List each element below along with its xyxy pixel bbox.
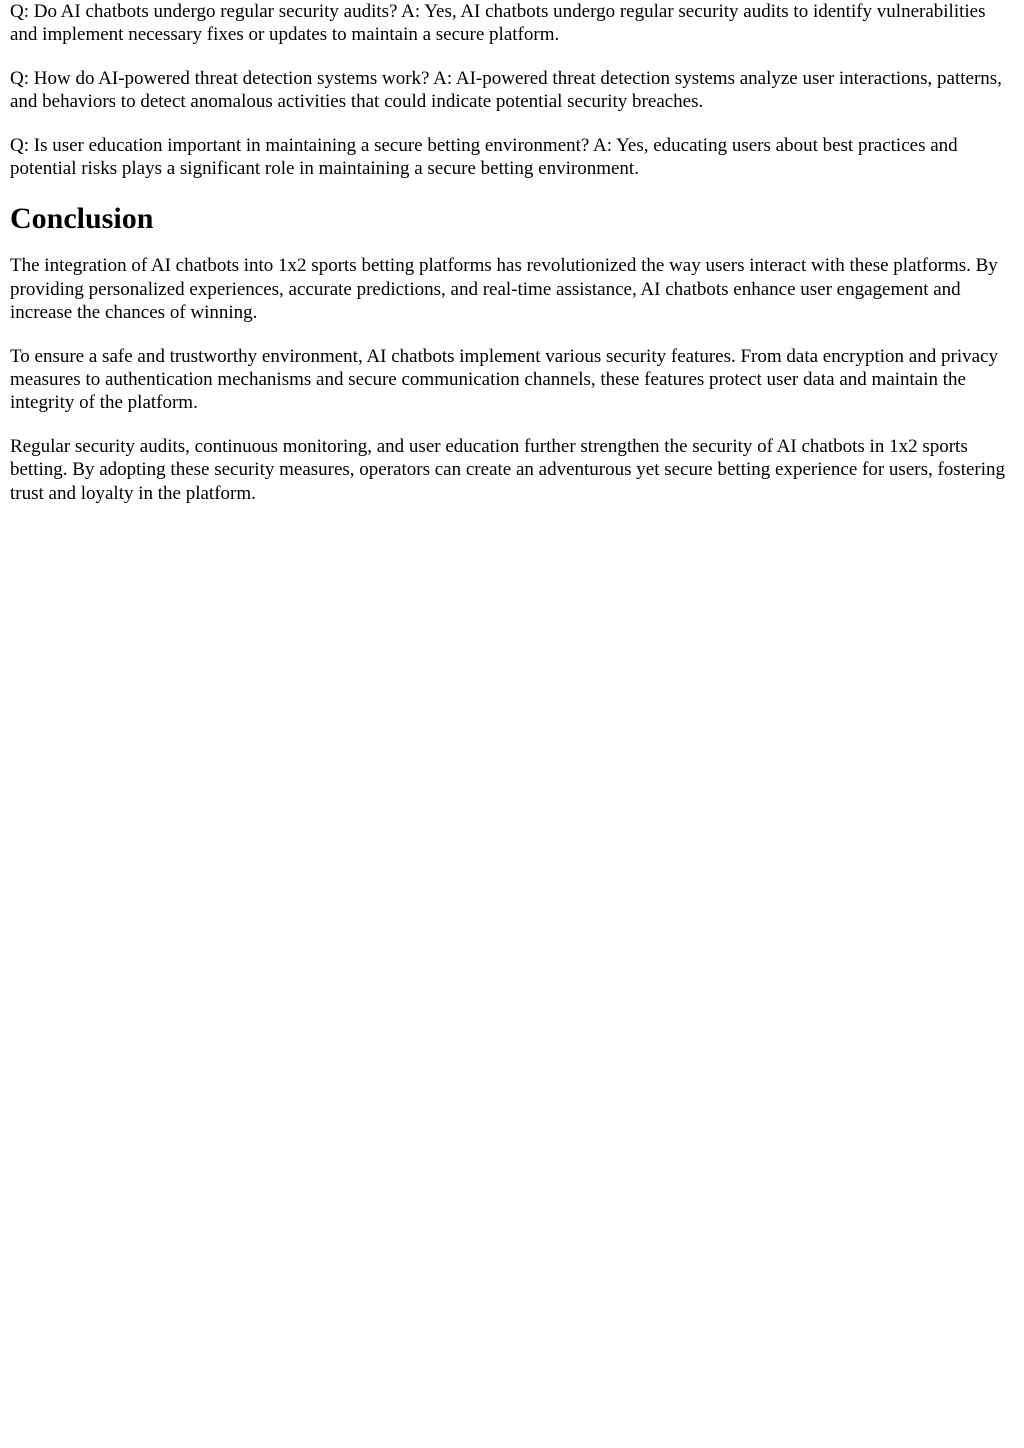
faq-item-user-education: Q: Is user education important in maintaining a secure betting environment? A: Yes, educating users about best practices and potential risks plays a significant role in maintaining a secure betting environment. — [10, 134, 958, 180]
conclusion-paragraph-2: To ensure a safe and trustworthy environment, AI chatbots implement various security features. From data encryption and privacy measures to authentication mechanisms and secure communication channels, these features protect user data and maintain the integrity of the platform. — [10, 345, 998, 414]
conclusion-paragraph-3: Regular security audits, continuous monitoring, and user education further strengthen the security of AI chatbots in 1x2 sports betting. By adopting these security measures, operators can create an adventurous yet secure betting experience for users, fostering trust and loyalty in the platform. — [10, 435, 1006, 504]
faq-item-security-audits: Q: Do AI chatbots undergo regular security audits? A: Yes, AI chatbots undergo regular security audits to identify vulnerabilities and implement necessary fixes or updates to maintain a secure platform. — [10, 1, 986, 46]
faq-item-threat-detection: Q: How do AI-powered threat detection systems work? A: AI-powered threat detection systems analyze user interactions, patterns, and behaviors to detect anomalous activities that could indicate potential security breaches. — [10, 67, 1002, 113]
conclusion-paragraph-1: The integration of AI chatbots into 1x2 sports betting platforms has revolutionized the way users interact with these platforms. By providing personalized experiences, accurate predictions, and real-time assistance, AI chatbots enhance user engagement and increase the chances of winning. — [10, 255, 998, 324]
document-page — [10, 0, 1014, 505]
conclusion-heading: Conclusion — [10, 202, 154, 236]
